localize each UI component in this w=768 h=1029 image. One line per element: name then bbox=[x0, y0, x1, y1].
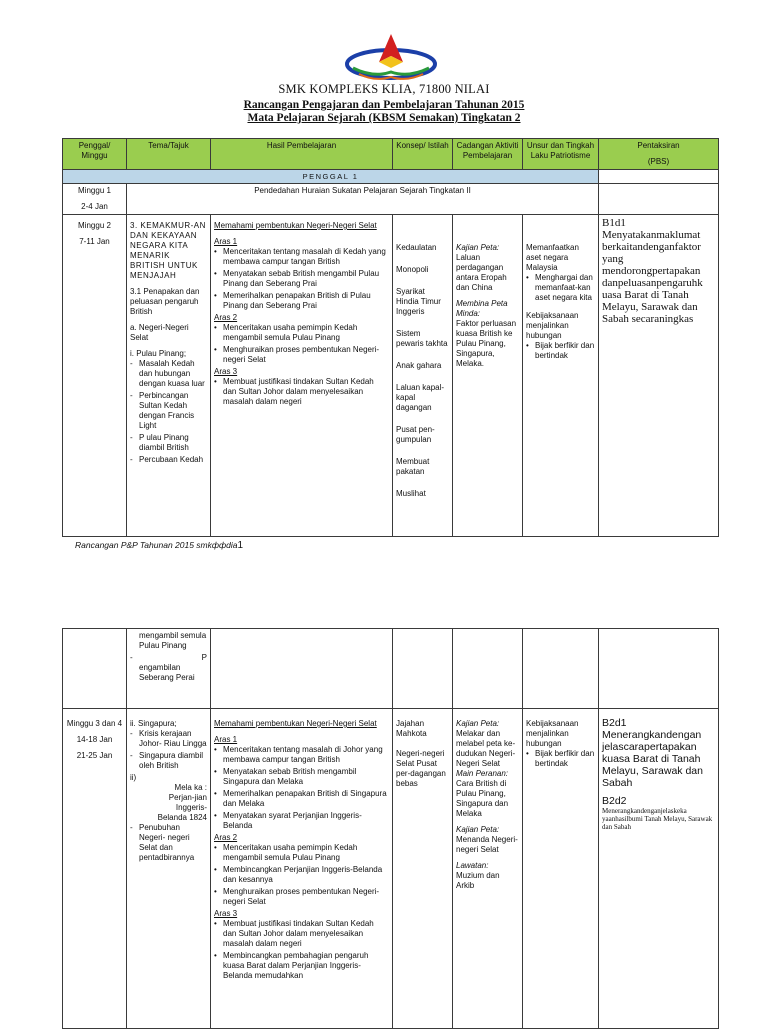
konsep-item: Monopoli bbox=[396, 265, 429, 274]
list-item: • Menghargai dan memanfaat-kan aset negara kita bbox=[526, 273, 595, 303]
list-item: • Menghuraikan proses pembentukan Negeri-negeri Selat bbox=[214, 345, 389, 365]
pbs-text: Menyatakanmaklumat berkaitandenganfaktor yang mendorongpertapakan danpeluasanpengaruhk uasa Barat di Tanah Melayu, Sarawak dan Sabah secaraningkas bbox=[602, 229, 703, 325]
list-item: - Perbincangan Sultan Kedah dengan Francis Light bbox=[130, 391, 207, 431]
aktiviti-text: Melakar dan melabel peta ke-dudukan Negeri-Negeri Selat bbox=[456, 729, 516, 768]
list-item: - Penubuhan Negeri- negeri Selat dan pentadbirannya bbox=[130, 823, 207, 863]
intro-text: Pendedahan Huraian Sukatan Pelajaran Sejarah Tingkatan II bbox=[127, 184, 599, 215]
pbs-code: B2d2 bbox=[602, 795, 627, 807]
phase-label: PENGGAL 1 bbox=[63, 170, 599, 184]
col-hasil: Hasil Pembelajaran bbox=[211, 139, 393, 170]
page-footer bbox=[75, 540, 243, 551]
subject-title: Mata Pelajaran Sejarah (KBSM Semakan) Tingkatan 2 bbox=[247, 112, 521, 124]
list-item: - Percubaan Kedah bbox=[130, 455, 207, 465]
konsep-item: Laluan kapal-kapal dagangan bbox=[396, 383, 445, 412]
week-label: Minggu 1 bbox=[78, 186, 111, 195]
week-dates: 2-4 Jan bbox=[81, 202, 108, 211]
phase-row bbox=[63, 170, 719, 184]
aktiviti-text: Menanda Negeri-negeri Selat bbox=[456, 835, 518, 854]
list-item: • Menyatakan syarat Perjanjian Inggeris-Belanda bbox=[214, 811, 389, 831]
unsur-intro: Kebijaksanaan menjalinkan hubungan bbox=[526, 719, 579, 748]
aras-label: Aras 3 bbox=[214, 909, 238, 918]
list-item: • Bijak berfikir dan bertindak bbox=[526, 341, 595, 361]
list-item: - Masalah Kedah dan hubungan dengan kuasa luar bbox=[130, 359, 207, 389]
week-dates: 21-25 Jan bbox=[76, 751, 113, 760]
table-header-row bbox=[63, 139, 719, 170]
aras-label: Aras 1 bbox=[214, 735, 238, 744]
pbs-code: B1d1 bbox=[602, 217, 626, 229]
konsep-item: Pusat pen-gumpulan bbox=[396, 425, 435, 444]
konsep-item: Muslihat bbox=[396, 489, 426, 498]
tema-i: i. Pulau Pinang; bbox=[130, 349, 187, 358]
tema-iii: ii) bbox=[130, 773, 137, 782]
aktiviti-label: Lawatan: bbox=[456, 861, 489, 870]
list-item: • Menceritakan tentang masalah di Johor yang membawa campur tangan British bbox=[214, 745, 389, 765]
aktiviti-text: Laluan perdagangan antara Eropah dan China bbox=[456, 253, 507, 292]
col-pentaksiran bbox=[599, 139, 719, 170]
week-label: Minggu 3 dan 4 bbox=[66, 719, 123, 728]
list-item: - P ulau Pinang diambil British bbox=[130, 433, 207, 453]
aktiviti-label: Kajian Peta: bbox=[456, 825, 500, 834]
aras-label: Aras 1 bbox=[214, 237, 238, 246]
tema-text: mengambil semula Pulau Pinang bbox=[139, 631, 207, 650]
tema-a: a. Negeri-Negeri Selat bbox=[130, 323, 189, 342]
konsep-item: Sistem pewaris takhta bbox=[396, 329, 448, 348]
unsur-intro: Memanfaatkan aset negara Malaysia bbox=[526, 243, 579, 272]
footer-text: Rancangan P&P Tahunan 2015 smkффdia bbox=[75, 540, 238, 550]
list-item: • Menyatakan sebab British mengambil Singapura dan Melaka bbox=[214, 767, 389, 787]
week-label: Minggu 2 bbox=[78, 221, 111, 230]
page-number: 1 bbox=[237, 540, 243, 551]
lesson-plan-table bbox=[62, 138, 719, 537]
aras-label: Aras 3 bbox=[214, 367, 238, 376]
col-pentaksiran-label: Pentaksiran bbox=[637, 141, 680, 150]
unsur-intro: Kebijaksanaan menjalinkan hubungan bbox=[526, 311, 579, 340]
col-unsur: Unsur dan Tingkah Laku Patriotisme bbox=[523, 139, 599, 170]
konsep-item: Syarikat Hindia Timur Inggeris bbox=[396, 287, 441, 316]
week-dates: 14-18 Jan bbox=[76, 735, 113, 744]
week-dates: 7-11 Jan bbox=[79, 237, 110, 246]
tema-text: engambilan Seberang Perai bbox=[139, 663, 195, 682]
col-aktiviti: Cadangan Aktiviti Pembelajaran bbox=[453, 139, 523, 170]
tema-mela: Mela ka : Perjan-jian Inggeris-Belanda 1824 bbox=[157, 783, 207, 822]
aktiviti-label: Kajian Peta: bbox=[456, 243, 500, 252]
table-row: mengambil semula Pulau Pinang - P engambilan Seberang Perai bbox=[63, 629, 719, 709]
table-row bbox=[63, 184, 719, 215]
list-item: • Menceritakan usaha pemimpin Kedah mengambil semula Pulau Pinang bbox=[214, 323, 389, 343]
aktiviti-text: Muzium dan Arkib bbox=[456, 871, 500, 890]
col-konsep: Konsep/ Istilah bbox=[393, 139, 453, 170]
list-item: • Membincangkan Perjanjian Inggeris-Belanda dan kesannya bbox=[214, 865, 389, 885]
list-item: - Krisis kerajaan Johor- Riau Lingga bbox=[130, 729, 207, 749]
school-logo bbox=[345, 32, 437, 84]
aktiviti-text: Cara British di Pulau Pinang, Singapura dan Melaka bbox=[456, 779, 509, 818]
list-item: • Menceritakan tentang masalah di Kedah yang membawa campur tangan British bbox=[214, 247, 389, 267]
table-row bbox=[63, 709, 719, 1029]
hasil-title: Memahami pembentukan Negeri-Negeri Selat bbox=[214, 719, 377, 728]
list-item: • Memerihalkan penapakan British di Pulau Pinang dan Seberang Prai bbox=[214, 291, 389, 311]
pbs-text: Menerangkandenganjelaskeka yaanhasilbumi Tanah Melayu, Sarawak dan Sabah bbox=[602, 807, 713, 831]
list-item: • Membuat justifikasi tindakan Sultan Kedah dan Sultan Johor dalam menyelesaikan masalah dalam negeri bbox=[214, 919, 389, 949]
aktiviti-label: Main Peranan: bbox=[456, 769, 509, 778]
aktiviti-label: Kajian Peta: bbox=[456, 719, 500, 728]
aktiviti-label: Membina Peta Minda: bbox=[456, 299, 508, 318]
tema-p: P bbox=[201, 653, 207, 662]
tema-sub: 3.1 Penapakan dan peluasan pengaruh British bbox=[130, 287, 200, 316]
tema-list bbox=[130, 359, 207, 465]
tema-main: 3. KEMAKMUR-AN DAN KEKAYAAN NEGARA KITA MENARIK BRITISH UNTUK MENJAJAH bbox=[130, 221, 206, 280]
list-item: • Bijak berfikir dan bertindak bbox=[526, 749, 595, 769]
school-name: SMK KOMPLEKS KLIA, 71800 NILAI bbox=[278, 82, 490, 96]
lesson-plan-table-continued bbox=[62, 628, 719, 1029]
list-item: • Membincangkan pembahagian pengaruh kuasa Barat dalam Perjanjian Inggeris-Belanda memudahkan bbox=[214, 951, 389, 981]
konsep-item: Jajahan Mahkota bbox=[396, 719, 427, 738]
tema-ii: ii. Singapura; bbox=[130, 719, 177, 728]
konsep-item: Anak gahara bbox=[396, 361, 442, 370]
konsep-item: Membuat pakatan bbox=[396, 457, 430, 476]
aras-label: Aras 2 bbox=[214, 313, 238, 322]
list-item: • Membuat justifikasi tindakan Sultan Kedah dan Sultan Johor dalam menyelesaikan masalah dalam negeri bbox=[214, 377, 389, 407]
konsep-item: Kedaulatan bbox=[396, 243, 437, 252]
table-row bbox=[63, 215, 719, 537]
col-tema: Tema/Tajuk bbox=[127, 139, 211, 170]
plan-title: Rancangan Pengajaran dan Pembelajaran Tahunan 2015 bbox=[243, 99, 525, 111]
list-item: • Menceritakan usaha pemimpin Kedah mengambil semula Pulau Pinang bbox=[214, 843, 389, 863]
pbs-code: B2d1 bbox=[602, 717, 627, 729]
col-minggu: Penggal/ Minggu bbox=[63, 139, 127, 170]
hasil-title: Memahami pembentukan Negeri-Negeri Selat bbox=[214, 221, 377, 230]
konsep-item: Negeri-negeri Selat Pusat per-dagangan bebas bbox=[396, 749, 446, 788]
list-item: - Singapura diambil oleh British bbox=[130, 751, 207, 771]
list-item: • Menyatakan sebab British mengambil Pulau Pinang dan Seberang Prai bbox=[214, 269, 389, 289]
aras-label: Aras 2 bbox=[214, 833, 238, 842]
aktiviti-text: Faktor perluasan kuasa British ke Pulau Pinang, Singapura, Melaka. bbox=[456, 319, 517, 368]
col-pbs-label: (PBS) bbox=[647, 157, 670, 166]
pbs-text: Menerangkandengan jelascarapertapakan kuasa Barat di Tanah Melayu, Sarawak dan Sabah bbox=[602, 729, 703, 789]
list-item: • Memerihalkan penapakan British di Singapura dan Melaka bbox=[214, 789, 389, 809]
list-item: • Menghuraikan proses pembentukan Negeri-negeri Selat bbox=[214, 887, 389, 907]
